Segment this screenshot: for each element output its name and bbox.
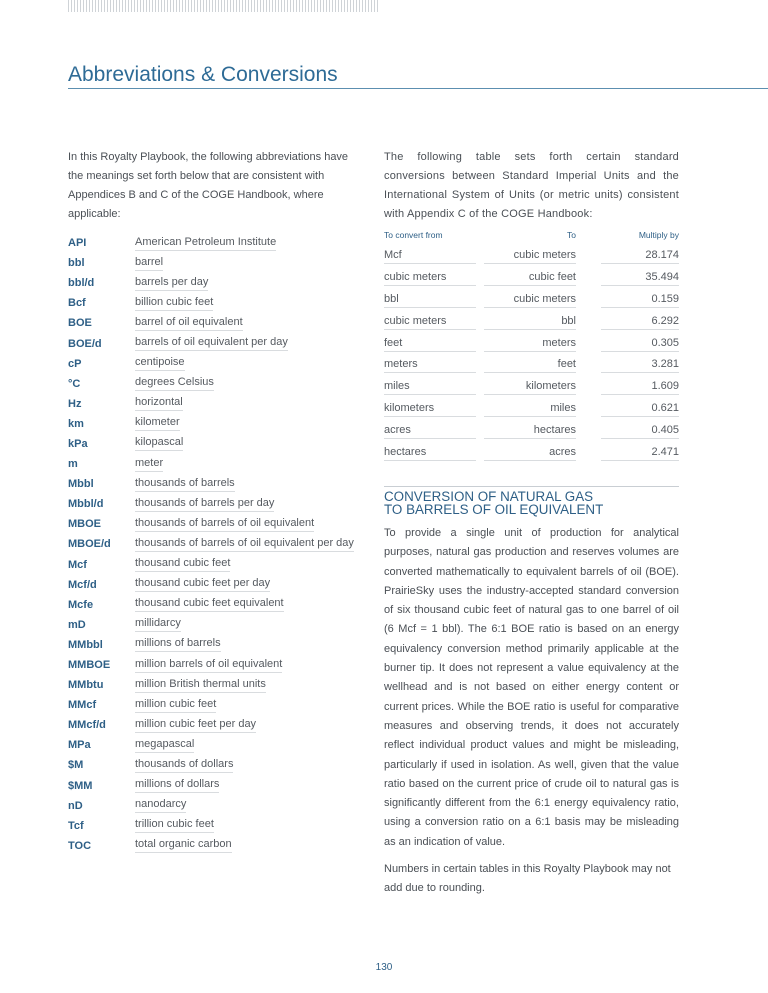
abbreviations-intro: In this Royalty Playbook, the following abbreviations have the meanings set forth below that are consistent with Appendices B and C of the COGE Handbook, where applicable: — [68, 151, 349, 220]
abbreviation-term: MMcf — [68, 699, 97, 712]
abbreviation-row — [68, 715, 363, 735]
convert-to-cell: meters — [484, 337, 576, 352]
header-convert-from: To convert from — [384, 230, 443, 240]
abbreviation-row — [68, 555, 363, 575]
multiply-factor-cell: 0.621 — [601, 402, 679, 417]
convert-from-cell: miles — [384, 380, 476, 395]
abbreviation-row — [68, 434, 363, 454]
abbreviation-row — [68, 534, 363, 554]
abbreviation-term: BOE — [68, 317, 92, 330]
abbreviation-definition: kilometer — [135, 416, 180, 431]
page-number: 130 — [375, 962, 393, 973]
conversion-table-header — [384, 230, 679, 246]
abbreviation-term: MMbtu — [68, 679, 104, 692]
convert-from-cell: feet — [384, 337, 476, 352]
convert-to-cell: cubic meters — [484, 249, 576, 264]
abbreviation-row — [68, 273, 363, 293]
abbreviation-definition: barrel — [135, 256, 163, 271]
abbreviation-row — [68, 755, 363, 775]
conversion-table — [384, 230, 679, 464]
abbreviation-row — [68, 233, 363, 253]
abbreviation-term: Mbbl — [68, 478, 94, 491]
multiply-factor-cell: 1.609 — [601, 380, 679, 395]
convert-to-cell: hectares — [484, 424, 576, 439]
abbreviation-definition: thousands of barrels per day — [135, 497, 274, 512]
multiply-factor-cell: 0.405 — [601, 424, 679, 439]
abbreviation-term: MBOE/d — [68, 538, 111, 551]
convert-to-cell: acres — [484, 446, 576, 461]
convert-from-cell: acres — [384, 424, 476, 439]
abbreviation-row — [68, 675, 363, 695]
abbreviation-definition: millions of barrels — [135, 637, 221, 652]
abbreviation-term: Mcf/d — [68, 578, 97, 591]
conversion-row — [384, 355, 679, 377]
abbreviation-definition: total organic carbon — [135, 838, 232, 853]
abbreviation-definition: barrels per day — [135, 276, 208, 291]
convert-from-cell: Mcf — [384, 249, 476, 264]
abbreviation-definition: thousands of dollars — [135, 758, 233, 773]
multiply-factor-cell: 0.159 — [601, 293, 679, 308]
abbreviation-definition: trillion cubic feet — [135, 818, 214, 833]
abbreviation-row — [68, 836, 363, 856]
section-heading-line1: CONVERSION OF NATURAL GAS — [384, 488, 594, 504]
abbreviation-definition: thousand cubic feet — [135, 557, 230, 572]
abbreviation-term: Bcf — [68, 297, 86, 310]
abbreviation-term: TOC — [68, 839, 92, 852]
convert-from-cell: hectares — [384, 446, 476, 461]
abbreviation-definition: thousands of barrels of oil equivalent per day — [135, 537, 354, 552]
multiply-factor-cell: 28.174 — [601, 249, 679, 264]
conversion-row — [384, 333, 679, 355]
abbreviation-definition: American Petroleum Institute — [135, 236, 276, 251]
abbreviation-term: bbl/d — [68, 277, 95, 290]
section-heading — [384, 490, 679, 516]
abbreviation-term: MBOE — [68, 518, 101, 531]
convert-to-cell: bbl — [484, 315, 576, 330]
abbreviation-term: MMBOE — [68, 659, 111, 672]
header-multiply-by: Multiply by — [638, 230, 679, 240]
abbreviation-row — [68, 655, 363, 675]
abbreviation-row — [68, 293, 363, 313]
conversions-intro: The following table sets forth certain standard conversions between Standard Imperial Units and the International System of Units (or metric units) consistent with Appendix C of the COGE Handbook: — [384, 151, 679, 220]
abbreviation-term: m — [68, 458, 78, 471]
abbreviation-definition: million British thermal units — [135, 678, 266, 693]
abbreviation-definition: million barrels of oil equivalent — [135, 658, 282, 673]
abbreviation-row — [68, 474, 363, 494]
abbreviation-definition: millidarcy — [135, 617, 181, 632]
abbreviation-row — [68, 735, 363, 755]
convert-from-cell: bbl — [384, 293, 476, 308]
header-to: To — [567, 230, 576, 240]
abbreviation-term: $M — [68, 759, 84, 772]
abbreviation-row — [68, 494, 363, 514]
abbreviation-term: Tcf — [68, 819, 84, 832]
abbreviation-definition: barrels of oil equivalent per day — [135, 336, 288, 351]
abbreviation-row — [68, 776, 363, 796]
abbreviation-row — [68, 615, 363, 635]
abbreviation-definition: horizontal — [135, 396, 183, 411]
abbreviation-term: nD — [68, 799, 83, 812]
conversion-row — [384, 399, 679, 421]
abbreviation-row — [68, 595, 363, 615]
abbreviation-definition: millions of dollars — [135, 778, 219, 793]
abbreviation-definition: degrees Celsius — [135, 376, 214, 391]
section-divider — [384, 486, 679, 487]
multiply-factor-cell: 2.471 — [601, 446, 679, 461]
multiply-factor-cell: 6.292 — [601, 315, 679, 330]
abbreviation-term: MPa — [68, 739, 91, 752]
convert-to-cell: miles — [484, 402, 576, 417]
abbreviation-definition: centipoise — [135, 356, 185, 371]
multiply-factor-cell: 0.305 — [601, 337, 679, 352]
conversion-row — [384, 377, 679, 399]
abbreviation-definition: thousands of barrels of oil equivalent — [135, 517, 314, 532]
abbreviation-definition: thousands of barrels — [135, 477, 235, 492]
title-rule — [68, 88, 768, 89]
convert-to-cell: kilometers — [484, 380, 576, 395]
abbreviation-term: $MM — [68, 779, 93, 792]
abbreviation-definition: thousand cubic feet per day — [135, 577, 270, 592]
abbreviation-row — [68, 635, 363, 655]
conversion-row — [384, 246, 679, 268]
rounding-note-paragraph: Numbers in certain tables in this Royalty Playbook may not add due to rounding. — [384, 863, 671, 895]
multiply-factor-cell: 35.494 — [601, 271, 679, 286]
abbreviation-term: mD — [68, 618, 86, 631]
convert-from-cell: kilometers — [384, 402, 476, 417]
abbreviation-row — [68, 374, 363, 394]
conversion-row — [384, 311, 679, 333]
convert-to-cell: cubic feet — [484, 271, 576, 286]
abbreviation-term: Hz — [68, 397, 82, 410]
abbreviation-definition: barrel of oil equivalent — [135, 316, 243, 331]
convert-from-cell: meters — [384, 358, 476, 373]
boe-explanation-paragraph: To provide a single unit of production for analytical purposes, natural gas production and reserves volumes are converted mathematically to equivalent barrels of oil (BOE). PrairieSky uses the industry-accepted standard conversion of six thousand cubic feet of natural gas to one barrel of oil (6 Mcf = 1 bbl). The 6:1 BOE ratio is based on an energy equivalency conversion method primarily applicable at the burner tip. It does not represent a value equivalency at the wellhead and is not based on either energy content or current prices. While the BOE ratio is useful for comparative measures and observing trends, it does not accurately reflect individual product values and might be misleading, particularly if used in isolation. As well, given that the value ratio based on the current price of crude oil to natural gas is significantly different from the 6:1 energy equivalency ratio, using a conversion ratio on a 6:1 basis may be misleading as an indication of value. — [384, 526, 679, 848]
abbreviation-term: cP — [68, 357, 82, 370]
abbreviation-definition: million cubic feet — [135, 698, 216, 713]
abbreviation-row — [68, 333, 363, 353]
abbreviation-term: Mcf — [68, 558, 87, 571]
convert-to-cell: feet — [484, 358, 576, 373]
abbreviation-row — [68, 313, 363, 333]
conversion-row — [384, 290, 679, 312]
abbreviation-row — [68, 816, 363, 836]
abbreviation-term: °C — [68, 377, 81, 390]
abbreviation-term: BOE/d — [68, 337, 102, 350]
abbreviation-row — [68, 575, 363, 595]
conversions-column — [384, 148, 679, 899]
abbreviation-definition: nanodarcy — [135, 798, 186, 813]
abbreviation-term: API — [68, 237, 87, 250]
abbreviation-term: MMbbl — [68, 638, 103, 651]
abbreviation-term: kPa — [68, 437, 88, 450]
conversion-row — [384, 420, 679, 442]
abbreviations-list — [68, 233, 363, 856]
abbreviation-definition: megapascal — [135, 738, 194, 753]
abbreviation-row — [68, 514, 363, 534]
abbreviation-definition: million cubic feet per day — [135, 718, 256, 733]
abbreviation-row — [68, 454, 363, 474]
section-heading-line2: TO BARRELS OF OIL EQUIVALENT — [384, 501, 604, 517]
abbreviation-term: km — [68, 417, 84, 430]
conversion-row — [384, 268, 679, 290]
abbreviation-row — [68, 796, 363, 816]
abbreviation-row — [68, 394, 363, 414]
page-title: Abbreviations & Conversions — [68, 63, 338, 86]
abbreviations-column — [68, 148, 363, 856]
abbreviation-term: MMcf/d — [68, 719, 106, 732]
abbreviation-term: Mcfe — [68, 598, 94, 611]
abbreviation-definition: thousand cubic feet equivalent — [135, 597, 284, 612]
abbreviation-term: bbl — [68, 257, 85, 270]
header-barcode-decoration — [68, 0, 378, 12]
abbreviation-row — [68, 253, 363, 273]
abbreviation-definition: kilopascal — [135, 436, 183, 451]
convert-from-cell: cubic meters — [384, 315, 476, 330]
abbreviation-row — [68, 354, 363, 374]
abbreviation-definition: meter — [135, 457, 163, 472]
abbreviation-row — [68, 695, 363, 715]
multiply-factor-cell: 3.281 — [601, 358, 679, 373]
abbreviation-definition: billion cubic feet — [135, 296, 213, 311]
convert-to-cell: cubic meters — [484, 293, 576, 308]
abbreviation-row — [68, 414, 363, 434]
conversion-row — [384, 442, 679, 464]
abbreviation-term: Mbbl/d — [68, 498, 104, 511]
convert-from-cell: cubic meters — [384, 271, 476, 286]
